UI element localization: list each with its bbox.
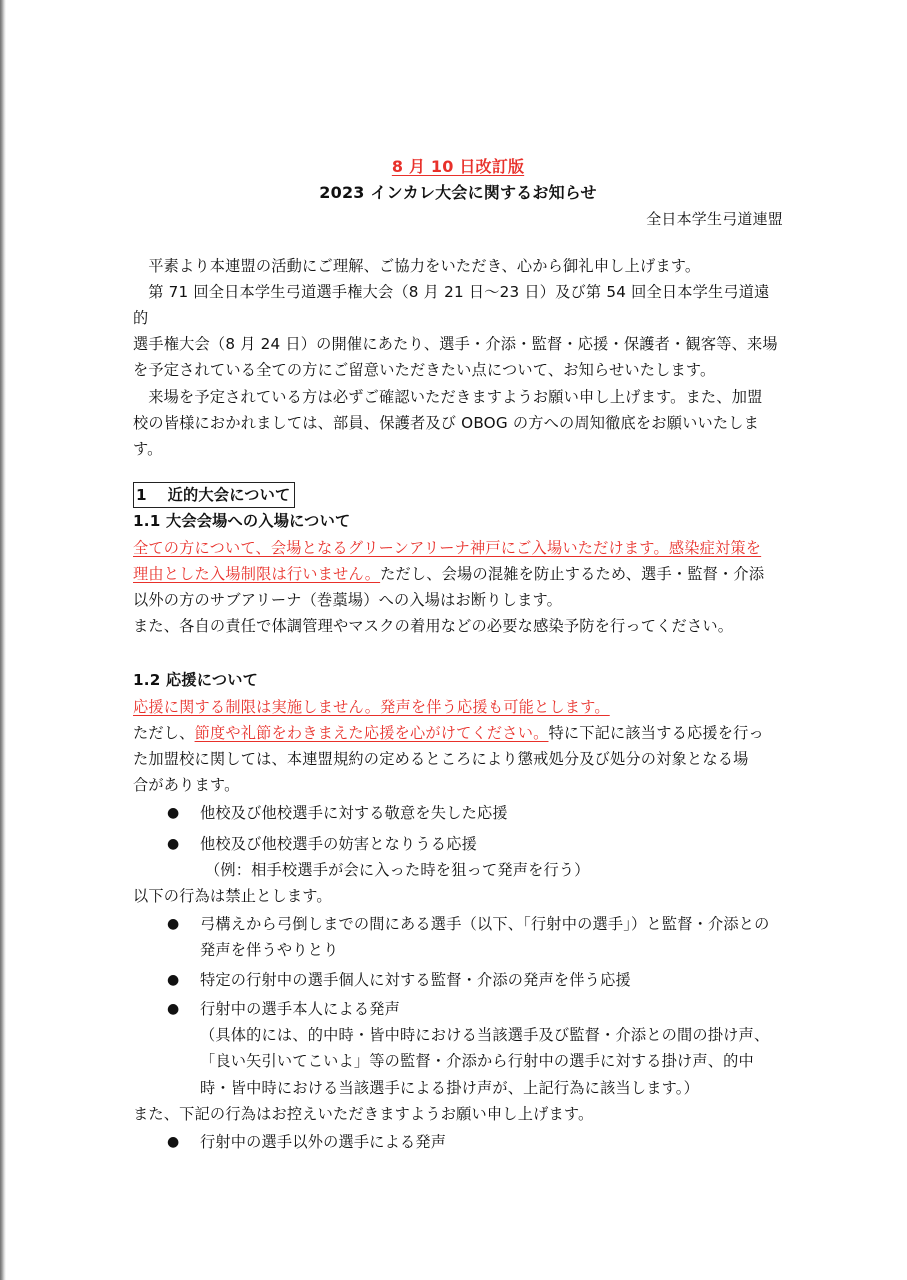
- bullet-icon: ●: [167, 835, 180, 852]
- prohibited-intro: 以下の行為は禁止とします。: [133, 887, 332, 906]
- section-1-1-line-3: 以外の方のサブアリーナ（巻藁場）への入場はお断りします。: [133, 591, 563, 610]
- section-1-1-line-4: また、各自の責任で体調管理やマスクの着用などの必要な感染予防を行ってください。: [133, 617, 734, 636]
- section-1-1-red-text-1: 全ての方について、会場となるグリーンアリーナ神戸にご入場いただけます。感染症対策を: [133, 538, 762, 557]
- section-1-1-line-2: [133, 561, 783, 587]
- list-item-text: 他校及び他校選手の妨害となりうる応援: [200, 834, 477, 853]
- bullet-icon: ●: [167, 916, 180, 933]
- list-item: [133, 967, 783, 993]
- page-edge-shadow: [0, 0, 6, 1280]
- prohibited-bullet-list: [133, 911, 783, 1022]
- refrain-bullet-list: [133, 1129, 783, 1155]
- detail-note-line-3: 時・皆中時における当該選手による掛け声が、上記行為に該当します。）: [200, 1078, 699, 1097]
- list-item-text: 行射中の選手以外の選手による発声: [200, 1132, 447, 1151]
- organization-name: 全日本学生弓道連盟: [646, 210, 783, 229]
- list-item: [133, 911, 783, 963]
- section-1-2-line-2: [133, 720, 783, 746]
- document-body: [133, 154, 783, 1155]
- list-item-text: 行射中の選手本人による発声: [200, 999, 401, 1018]
- bullet-icon: ●: [167, 971, 180, 988]
- section-1-2-red-inline: 節度や礼節をわきまえた応援を心がけてください。: [194, 723, 549, 742]
- detail-note-line-2: 「良い矢引いてこいよ」等の監督・介添から行射中の選手に対する掛け声、的中: [200, 1052, 754, 1071]
- list-item-text-line-2: 発声を伴うやりとり: [200, 941, 339, 960]
- section-1-2-heading: 1.2 応援について: [133, 671, 259, 690]
- intro-paragraph-2-line-2: 選手権大会（8 月 24 日）の開催にあたり、選手・介添・監督・応援・保護者・観客等、来場: [133, 335, 778, 354]
- section-1-2-red-text: 応援に関する制限は実施しません。発声を伴う応援も可能とします。: [133, 697, 610, 716]
- section-1-1-heading: 1.1 大会会場への入場について: [133, 512, 351, 531]
- list-item-text: 他校及び他校選手に対する敬意を失した応援: [200, 804, 508, 823]
- intro-paragraph-2-line-3: を予定されている全ての方にご留意いただきたい点について、お知らせいたします。: [133, 361, 716, 380]
- list-item: [133, 800, 783, 826]
- bullet-icon: ●: [167, 1000, 180, 1017]
- example-note: （例：相手校選手が会に入った時を狙って発声を行う）: [205, 860, 590, 879]
- list-item: [133, 996, 783, 1022]
- intro-paragraph-1: 平素より本連盟の活動にご理解、ご協力をいただき、心から御礼申し上げます。: [148, 256, 701, 275]
- section-1-2-line-4: 合があります。: [133, 776, 240, 795]
- section-1-2-line-2-suffix: 特に下記に該当する応援を行っ: [548, 723, 764, 742]
- section-1-1-line-1: [133, 535, 783, 561]
- list-item: [133, 831, 783, 857]
- section-1-2-line-3: た加盟校に関しては、本連盟規約の定めるところにより懲戒処分及び処分の対象となる場: [133, 750, 749, 769]
- refrain-intro: また、下記の行為はお控えいただきますようお願い申し上げます。: [133, 1104, 594, 1123]
- detail-note-line-1: （具体的には、的中時・皆中時における当該選手及び監督・介添との間の掛け声、: [200, 1026, 770, 1045]
- intro-paragraph-3-line-2: 校の皆様におかれましては、部員、保護者及び OBOG の方への周知徹底をお願いいたします。: [133, 413, 760, 459]
- intro-paragraph-2-line-1: 第 71 回全日本学生弓道選手権大会（8 月 21 日～23 日）及び第 54 回全日本学生弓道遠的: [133, 282, 770, 328]
- document-title: 2023 インカレ大会に関するお知らせ: [319, 183, 597, 203]
- section-1-heading-row: [133, 480, 783, 508]
- section-1-heading: 1 近的大会について: [133, 482, 295, 508]
- section-1-1-red-text-2: 理由とした入場制限は行いません。: [133, 564, 381, 583]
- list-item-text-line-1: 弓構えから弓倒しまでの間にある選手（以下、「行射中の選手」）と監督・介添との: [200, 915, 770, 934]
- list-item: [133, 1129, 783, 1155]
- bullet-icon: ●: [167, 1133, 180, 1150]
- section-1-2-line-1: [133, 694, 783, 720]
- section-1-2-line-2-prefix: ただし、: [133, 723, 195, 742]
- list-item-text: 特定の行射中の選手個人に対する監督・介添の発声を伴う応援: [200, 970, 631, 989]
- section-1-1-line-2-rest: ただし、会場の混雑を防止するため、選手・監督・介添: [380, 564, 765, 583]
- intro-paragraph-3-line-1: 来場を予定されている方は必ずご確認いただきますようお願い申し上げます。また、加盟: [148, 387, 763, 406]
- revision-label: 8 月 10 日改訂版: [391, 157, 525, 176]
- bullet-icon: ●: [167, 805, 180, 822]
- disrespect-bullet-list: [133, 800, 783, 856]
- revision-line: [133, 154, 783, 180]
